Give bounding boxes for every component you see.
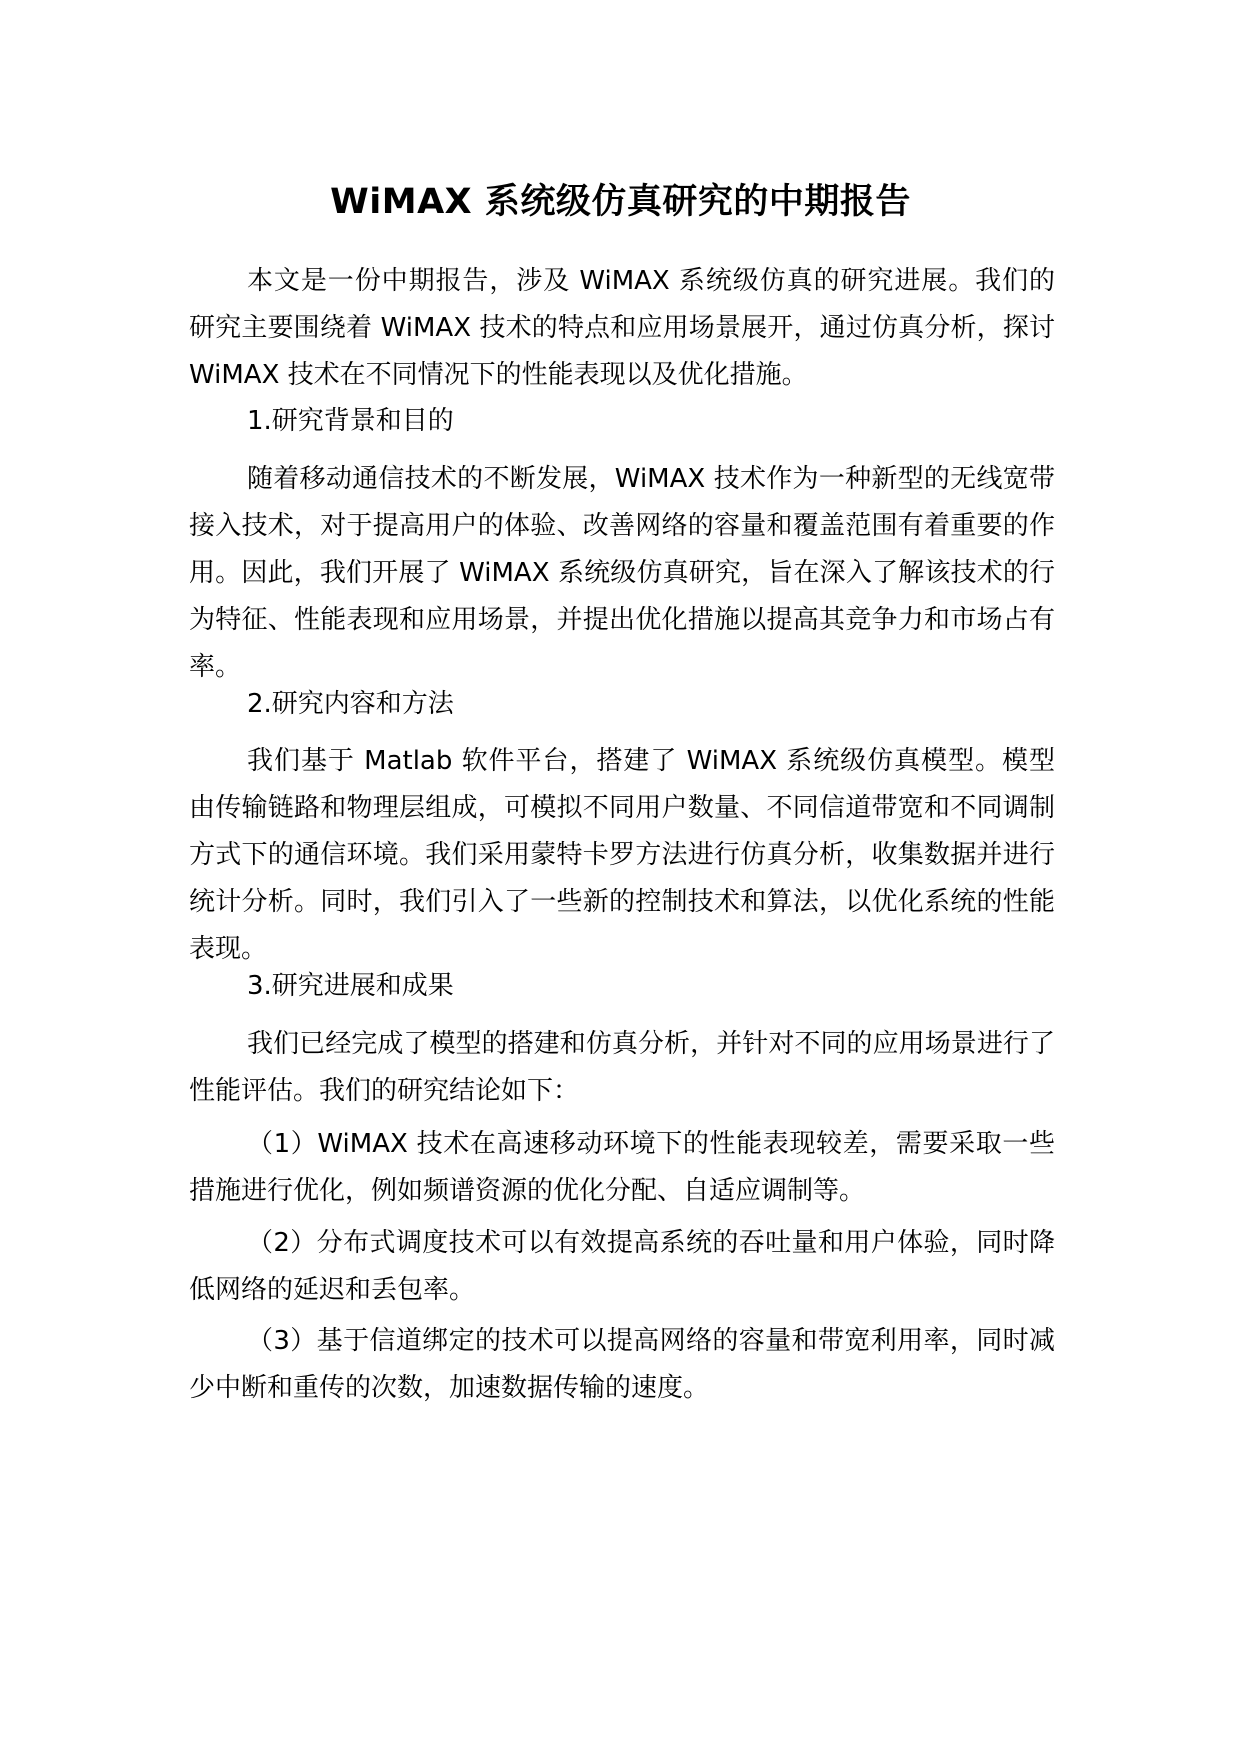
section-heading-methods: 2.研究内容和方法 (247, 689, 454, 719)
progress-paragraph: 我们已经完成了模型的搭建和仿真分析，并针对不同的应用场景进行了性能评估。我们的研究结论如下： (189, 1029, 1055, 1106)
conclusion-item-1: （1）WiMAX 技术在高速移动环境下的性能表现较差，需要采取一些措施进行优化，例如频谱资源的优化分配、自适应调制等。 (189, 1129, 1055, 1206)
section-heading-progress: 3.研究进展和成果 (247, 971, 454, 1001)
document-title: WiMAX 系统级仿真研究的中期报告 (330, 182, 911, 222)
background-paragraph: 随着移动通信技术的不断发展，WiMAX 技术作为一种新型的无线宽带接入技术，对于提高用户的体验、改善网络的容量和覆盖范围有着重要的作用。因此，我们开展了 WiMAX 系统级仿真研究，旨在深入了解该技术的行为特征、性能表现和应用场景，并提出优化措施以提高其竞争力和市场占有率。 (189, 464, 1055, 682)
section-heading-background: 1.研究背景和目的 (247, 406, 454, 436)
methods-paragraph: 我们基于 Matlab 软件平台，搭建了 WiMAX 系统级仿真模型。模型由传输链路和物理层组成，可模拟不同用户数量、不同信道带宽和不同调制方式下的通信环境。我们采用蒙特卡罗方法进行仿真分析，收集数据并进行统计分析。同时，我们引入了一些新的控制技术和算法，以优化系统的性能表现。 (189, 746, 1055, 964)
intro-paragraph: 本文是一份中期报告，涉及 WiMAX 系统级仿真的研究进展。我们的研究主要围绕着 WiMAX 技术的特点和应用场景展开，通过仿真分析，探讨 WiMAX 技术在不同情况下的性能表现以及优化措施。 (189, 266, 1055, 390)
conclusion-item-2: （2）分布式调度技术可以有效提高系统的吞吐量和用户体验，同时降低网络的延迟和丢包率。 (189, 1228, 1055, 1305)
conclusion-item-3: （3）基于信道绑定的技术可以提高网络的容量和带宽利用率，同时减少中断和重传的次数，加速数据传输的速度。 (189, 1326, 1055, 1403)
